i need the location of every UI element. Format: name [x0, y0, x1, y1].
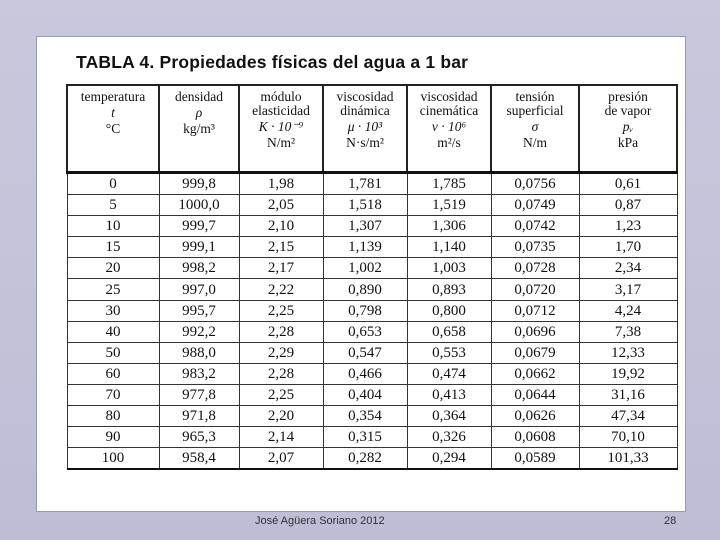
water-properties-table — [66, 84, 678, 470]
table-cell: 2,07 — [239, 448, 323, 470]
table-cell: 999,8 — [159, 173, 239, 195]
column-header-label: tensión — [515, 89, 555, 104]
table-cell: 0,547 — [323, 342, 407, 363]
table-cell: 977,8 — [159, 384, 239, 405]
column-header-symbol: t — [111, 105, 115, 120]
table-row — [67, 216, 677, 237]
table-cell: 2,05 — [239, 195, 323, 216]
table-cell: 997,0 — [159, 279, 239, 300]
table-cell: 1,785 — [407, 173, 491, 195]
table-cell: 0,294 — [407, 448, 491, 470]
table-cell: 30 — [67, 300, 159, 321]
table-cell: 100 — [67, 448, 159, 470]
table-header-row — [67, 85, 677, 173]
table-cell: 47,34 — [579, 406, 677, 427]
table-row — [67, 258, 677, 279]
table-cell: 0,0742 — [491, 216, 579, 237]
table-cell: 101,33 — [579, 448, 677, 470]
table-cell: 90 — [67, 427, 159, 448]
slide-frame — [36, 36, 686, 512]
table-cell: 0,800 — [407, 300, 491, 321]
table-cell: 2,25 — [239, 300, 323, 321]
table-cell: 0,0728 — [491, 258, 579, 279]
table-cell: 1,003 — [407, 258, 491, 279]
table-cell: 50 — [67, 342, 159, 363]
table-cell: 19,92 — [579, 363, 677, 384]
footer-author: José Agüera Soriano 2012 — [255, 515, 385, 527]
table-cell: 4,24 — [579, 300, 677, 321]
column-header-label: viscosidad — [336, 89, 394, 104]
table-cell: 995,7 — [159, 300, 239, 321]
table-row — [67, 342, 677, 363]
table-row — [67, 173, 677, 195]
table-cell: 80 — [67, 406, 159, 427]
table-cell: 0,890 — [323, 279, 407, 300]
column-header-label: superficial — [506, 103, 564, 118]
table-cell: 2,28 — [239, 321, 323, 342]
table-cell: 958,4 — [159, 448, 239, 470]
column-header — [239, 85, 323, 173]
table-cell: 0,474 — [407, 363, 491, 384]
table-cell: 0,0735 — [491, 237, 579, 258]
table-cell: 0,0608 — [491, 427, 579, 448]
table-cell: 0,315 — [323, 427, 407, 448]
table-row — [67, 384, 677, 405]
column-header-label: cinemática — [419, 103, 479, 118]
table-cell: 0,326 — [407, 427, 491, 448]
column-header-label: elasticidad — [252, 103, 310, 118]
table-cell: 1,307 — [323, 216, 407, 237]
table-cell: 25 — [67, 279, 159, 300]
table-cell: 0,354 — [323, 406, 407, 427]
table-cell: 971,8 — [159, 406, 239, 427]
table-row — [67, 195, 677, 216]
table-row — [67, 279, 677, 300]
column-header-label: densidad — [175, 89, 223, 104]
table-cell: 20 — [67, 258, 159, 279]
table-cell: 0,0626 — [491, 406, 579, 427]
column-header-label: dinámica — [340, 103, 390, 118]
table-cell: 5 — [67, 195, 159, 216]
table-cell: 0,658 — [407, 321, 491, 342]
column-header — [323, 85, 407, 173]
table-cell: 0 — [67, 173, 159, 195]
column-header-symbol: ν · 10⁶ — [431, 119, 467, 134]
table-row — [67, 406, 677, 427]
table-cell: 0,413 — [407, 384, 491, 405]
table-row — [67, 363, 677, 384]
table-row — [67, 237, 677, 258]
table-row — [67, 321, 677, 342]
table-cell: 2,15 — [239, 237, 323, 258]
scanned-table-image — [42, 42, 682, 502]
column-header-symbol: μ · 10³ — [347, 119, 383, 134]
table-cell: 10 — [67, 216, 159, 237]
table-cell: 0,0662 — [491, 363, 579, 384]
table-cell: 0,87 — [579, 195, 677, 216]
table-cell: 1,306 — [407, 216, 491, 237]
table-row — [67, 427, 677, 448]
table-cell: 15 — [67, 237, 159, 258]
table-cell: 2,28 — [239, 363, 323, 384]
column-header-label: presión — [608, 89, 648, 104]
table-cell: 12,33 — [579, 342, 677, 363]
column-header-symbol: ρ — [195, 105, 203, 120]
table-cell: 2,14 — [239, 427, 323, 448]
table-cell: 1000,0 — [159, 195, 239, 216]
table-cell: 988,0 — [159, 342, 239, 363]
table-cell: 1,70 — [579, 237, 677, 258]
column-header-symbol: K · 10⁻⁹ — [258, 119, 304, 134]
table-cell: 0,0679 — [491, 342, 579, 363]
column-header-unit: kPa — [617, 135, 639, 150]
table-cell: 965,3 — [159, 427, 239, 448]
column-header — [67, 85, 159, 173]
column-header-label: de vapor — [604, 103, 652, 118]
table-cell: 1,518 — [323, 195, 407, 216]
table-cell: 0,0756 — [491, 173, 579, 195]
table-cell: 2,10 — [239, 216, 323, 237]
column-header-unit: kg/m³ — [183, 121, 215, 136]
column-header — [159, 85, 239, 173]
column-header — [579, 85, 677, 173]
table-cell: 0,0696 — [491, 321, 579, 342]
table-row — [67, 300, 677, 321]
table-row — [67, 448, 677, 470]
table-cell: 0,364 — [407, 406, 491, 427]
column-header-symbol: σ — [531, 119, 539, 134]
column-header-unit: N·s/m² — [346, 135, 384, 150]
table-cell: 70 — [67, 384, 159, 405]
slide-number: 28 — [664, 515, 677, 527]
column-header — [491, 85, 579, 173]
table-cell: 0,404 — [323, 384, 407, 405]
table-cell: 0,0589 — [491, 448, 579, 470]
column-header-unit: m²/s — [437, 135, 461, 150]
table-cell: 0,282 — [323, 448, 407, 470]
column-header-symbol: pᵥ — [622, 119, 634, 134]
table-cell: 999,7 — [159, 216, 239, 237]
table-body — [67, 173, 677, 470]
table-cell: 0,553 — [407, 342, 491, 363]
table-cell: 1,002 — [323, 258, 407, 279]
table-cell: 0,893 — [407, 279, 491, 300]
table-cell: 1,23 — [579, 216, 677, 237]
table-cell: 2,29 — [239, 342, 323, 363]
table-cell: 3,17 — [579, 279, 677, 300]
table-cell: 998,2 — [159, 258, 239, 279]
column-header-unit: °C — [105, 121, 121, 136]
table-cell: 0,466 — [323, 363, 407, 384]
table-cell: 999,1 — [159, 237, 239, 258]
table-cell: 2,20 — [239, 406, 323, 427]
table-cell: 1,98 — [239, 173, 323, 195]
table-cell: 0,798 — [323, 300, 407, 321]
table-cell: 0,0720 — [491, 279, 579, 300]
table-cell: 0,0644 — [491, 384, 579, 405]
column-header-label: módulo — [260, 89, 302, 104]
table-cell: 60 — [67, 363, 159, 384]
column-header-label: viscosidad — [420, 89, 478, 104]
table-cell: 31,16 — [579, 384, 677, 405]
table-cell: 0,653 — [323, 321, 407, 342]
table-cell: 2,22 — [239, 279, 323, 300]
table-cell: 0,0712 — [491, 300, 579, 321]
table-cell: 0,0749 — [491, 195, 579, 216]
column-header-label: temperatura — [80, 89, 146, 104]
table-cell: 1,519 — [407, 195, 491, 216]
table-cell: 40 — [67, 321, 159, 342]
table-cell: 2,25 — [239, 384, 323, 405]
table-cell: 1,139 — [323, 237, 407, 258]
column-header-unit: N/m — [522, 135, 547, 150]
table-cell: 992,2 — [159, 321, 239, 342]
table-cell: 7,38 — [579, 321, 677, 342]
table-cell: 983,2 — [159, 363, 239, 384]
column-header — [407, 85, 491, 173]
table-title: TABLA 4. Propiedades físicas del agua a 1 bar — [76, 52, 469, 72]
table-cell: 1,140 — [407, 237, 491, 258]
table-cell: 2,17 — [239, 258, 323, 279]
table-cell: 0,61 — [579, 173, 677, 195]
table-cell: 70,10 — [579, 427, 677, 448]
table-cell: 1,781 — [323, 173, 407, 195]
table-cell: 2,34 — [579, 258, 677, 279]
column-header-unit: N/m² — [266, 135, 296, 150]
